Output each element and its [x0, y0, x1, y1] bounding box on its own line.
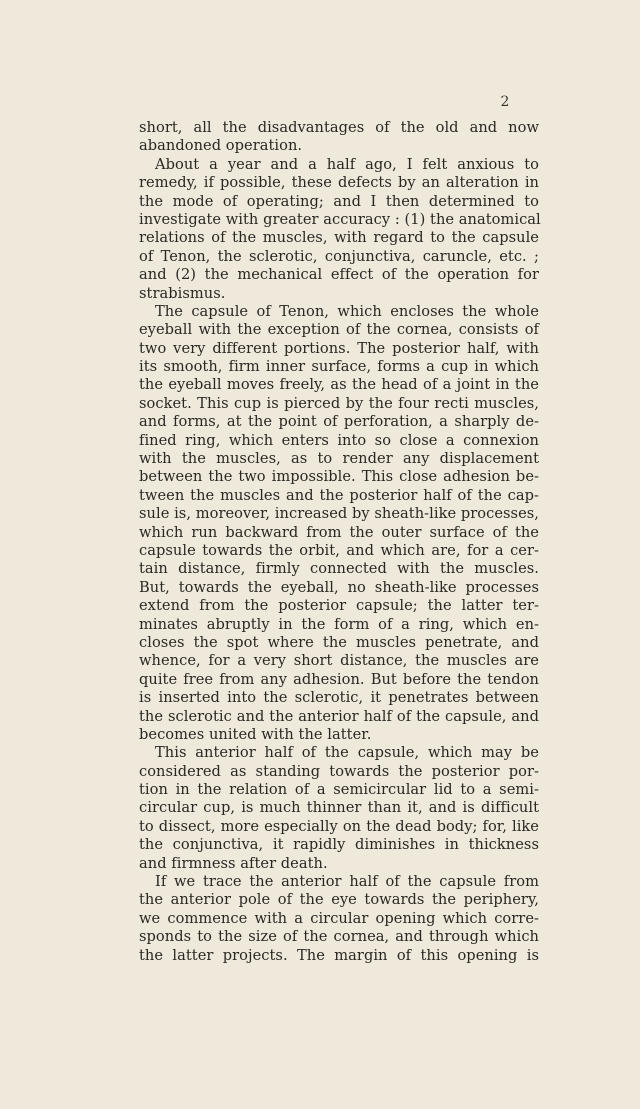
text-line: the eyeball moves freely, as the head of a joint in the: [139, 376, 539, 394]
text-line: But, towards the eyeball, no sheath-like processes: [139, 578, 539, 596]
text-line: socket. This cup is pierced by the four recti muscles,: [139, 394, 539, 412]
text-line: minates abruptly in the form of a ring, which en-: [139, 615, 539, 633]
text-line: capsule towards the orbit, and which are, for a cer-: [139, 541, 539, 559]
text-line: quite free from any adhesion. But before the tendon: [139, 670, 539, 688]
text-line: closes the spot where the muscles penetrate, and: [139, 633, 539, 651]
text-line: and (2) the mechanical effect of the operation for: [139, 266, 539, 284]
page-number: 2: [500, 94, 510, 110]
text-line: the conjunctiva, it rapidly diminishes in thickness: [139, 836, 539, 854]
text-line: the latter projects. The margin of this opening is: [139, 946, 539, 964]
text-line: its smooth, firm inner surface, forms a cup in which: [139, 358, 539, 376]
text-line: two very different portions. The posterior half, with: [139, 339, 539, 357]
text-line: remedy, if possible, these defects by an alteration in: [139, 174, 539, 192]
text-line: becomes united with the latter.: [139, 725, 372, 743]
text-line: the sclerotic and the anterior half of the capsule, and: [139, 707, 539, 725]
text-line: tween the muscles and the posterior half of the cap-: [139, 486, 539, 504]
text-line: About a year and a half ago, I felt anxious to: [155, 155, 539, 173]
text-line: between the two impossible. This close adhesion be-: [139, 468, 539, 486]
text-line: of Tenon, the sclerotic, conjunctiva, caruncle, etc. ;: [139, 247, 539, 265]
text-line: investigate with greater accuracy : (1) the anatomical: [139, 210, 541, 228]
text-line: circular cup, is much thinner than it, and is difficult: [139, 799, 539, 817]
text-line: The capsule of Tenon, which encloses the whole: [155, 302, 539, 320]
text-line: If we trace the anterior half of the capsule from: [155, 873, 539, 891]
text-line: whence, for a very short distance, the muscles are: [139, 652, 539, 670]
body-text: [139, 119, 539, 965]
text-line: eyeball with the exception of the cornea, consists of: [139, 321, 539, 339]
text-line: and firmness after death.: [139, 854, 328, 872]
text-line: sule is, moreover, increased by sheath-like processes,: [139, 505, 539, 523]
text-line: is inserted into the sclerotic, it penetrates between: [139, 689, 539, 707]
text-line: we commence with a circular opening which corre-: [139, 909, 539, 927]
text-line: to dissect, more especially on the dead body; for, like: [139, 817, 539, 835]
text-line: with the muscles, as to render any displacement: [139, 450, 539, 468]
text-line: relations of the muscles, with regard to the capsule: [139, 229, 539, 247]
text-line: the anterior pole of the eye towards the periphery,: [139, 891, 539, 909]
text-line: strabismus.: [139, 284, 226, 302]
text-line: short, all the disadvantages of the old and now: [139, 119, 539, 136]
text-line: abandoned operation.: [139, 137, 303, 155]
text-line: extend from the posterior capsule; the latter ter-: [139, 597, 539, 615]
text-line: which run backward from the outer surface of the: [139, 523, 539, 541]
text-line: tion in the relation of a semicircular lid to a semi-: [139, 781, 539, 799]
text-line: and forms, at the point of perforation, a sharply de-: [139, 413, 539, 431]
text-line: fined ring, which enters into so close a connexion: [139, 431, 539, 449]
text-line: tain distance, firmly connected with the muscles.: [139, 560, 539, 578]
text-line: the mode of operating; and I then determined to: [139, 192, 539, 210]
text-line: sponds to the size of the cornea, and through which: [139, 928, 539, 946]
text-line: considered as standing towards the posterior por-: [139, 762, 539, 780]
text-line: This anterior half of the capsule, which may be: [155, 744, 539, 762]
